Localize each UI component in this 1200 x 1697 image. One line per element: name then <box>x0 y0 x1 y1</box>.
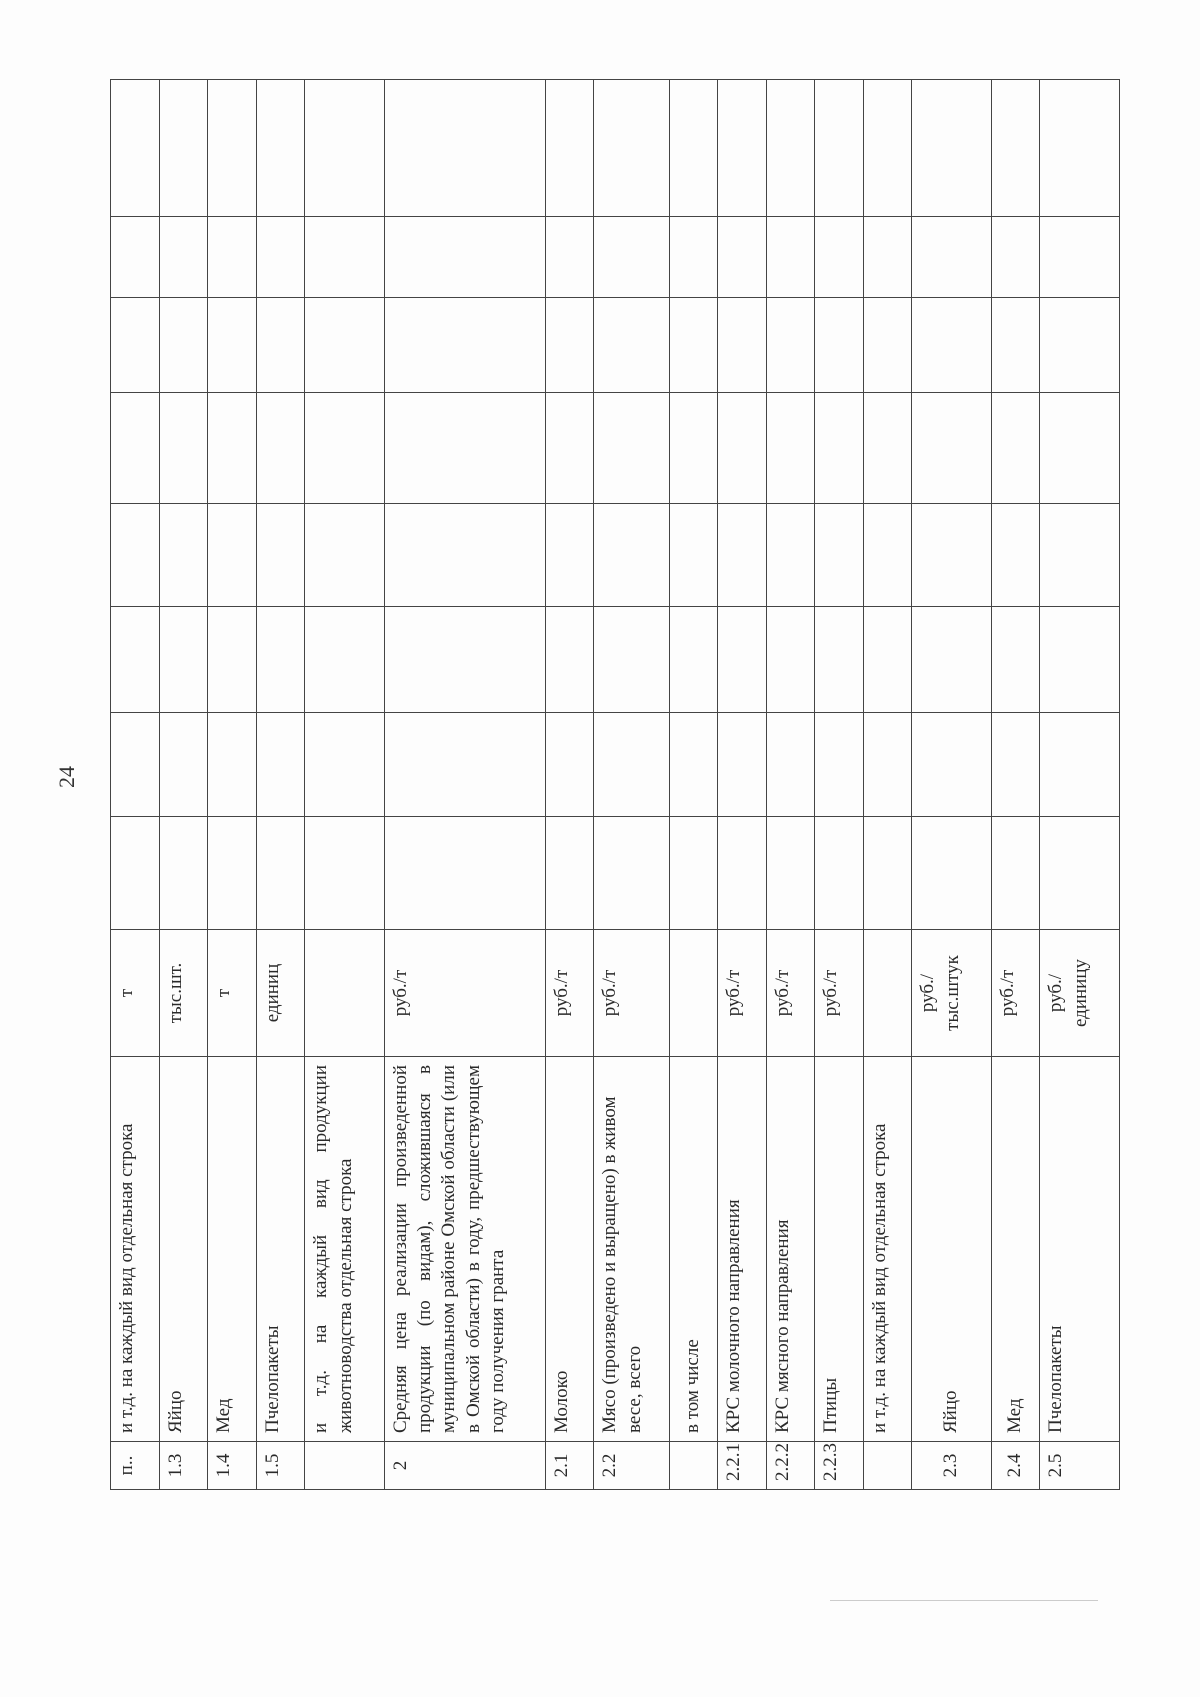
table-cell <box>766 217 815 298</box>
row-name: КРС мясного направления <box>766 1057 815 1442</box>
table-cell <box>111 713 160 817</box>
table-cell <box>594 393 669 504</box>
table-cell <box>111 393 160 504</box>
table-cell <box>545 298 594 393</box>
table-cell <box>991 393 1040 504</box>
row-number: 2.2 <box>594 1442 669 1490</box>
table-cell <box>669 607 718 713</box>
table-cell <box>208 713 257 817</box>
table-cell <box>912 393 991 504</box>
table-cell <box>159 298 208 393</box>
table-cell <box>718 298 767 393</box>
table-cell <box>1040 217 1120 298</box>
row-number: 2.3 <box>912 1442 991 1490</box>
table-row <box>256 80 305 1490</box>
table-cell <box>912 817 991 930</box>
table-cell <box>1040 713 1120 817</box>
row-number: 1.5 <box>256 1442 305 1490</box>
page-number: 24 <box>54 766 79 788</box>
table-cell <box>384 298 545 393</box>
table-cell <box>766 504 815 607</box>
row-name: и т.д. на каждый вид отдельная строка <box>863 1057 912 1442</box>
table-row <box>384 80 545 1490</box>
row-number: 2.5 <box>1040 1442 1120 1490</box>
table-cell <box>159 80 208 217</box>
row-number: 1.3 <box>159 1442 208 1490</box>
table-cell <box>159 607 208 713</box>
table-row <box>159 80 208 1490</box>
row-unit: руб./ тыс.штук <box>912 930 991 1057</box>
table-cell <box>912 80 991 217</box>
table-cell <box>766 607 815 713</box>
row-unit <box>863 930 912 1057</box>
table-cell <box>863 713 912 817</box>
table-cell <box>991 80 1040 217</box>
table-cell <box>863 298 912 393</box>
table-cell <box>594 217 669 298</box>
table-cell <box>305 817 384 930</box>
table-cell <box>815 713 864 817</box>
table-cell <box>991 607 1040 713</box>
table-cell <box>718 217 767 298</box>
table-cell <box>815 817 864 930</box>
rotated-table-wrapper <box>110 80 1120 1490</box>
row-name: Пчелопакеты <box>1040 1057 1120 1442</box>
table-cell <box>766 713 815 817</box>
table-cell <box>1040 607 1120 713</box>
row-unit <box>669 930 718 1057</box>
table-cell <box>766 393 815 504</box>
table-cell <box>208 80 257 217</box>
table-row <box>815 80 864 1490</box>
table-cell <box>863 504 912 607</box>
table-cell <box>545 217 594 298</box>
table-cell <box>111 817 160 930</box>
table-cell <box>545 817 594 930</box>
table-cell <box>912 298 991 393</box>
table-cell <box>384 817 545 930</box>
table-cell <box>815 504 864 607</box>
table-cell <box>159 504 208 607</box>
row-number: 2 <box>384 1442 545 1490</box>
table-cell <box>718 80 767 217</box>
table-cell <box>305 393 384 504</box>
table-cell <box>991 298 1040 393</box>
row-number: п.. <box>111 1442 160 1490</box>
row-name: в том числе <box>669 1057 718 1442</box>
table-cell <box>863 80 912 217</box>
table-cell <box>815 393 864 504</box>
table-cell <box>256 393 305 504</box>
row-number <box>669 1442 718 1490</box>
table-cell <box>256 217 305 298</box>
table-cell <box>718 607 767 713</box>
row-unit: руб./т <box>991 930 1040 1057</box>
table-row <box>718 80 767 1490</box>
table-cell <box>594 80 669 217</box>
table-cell <box>208 217 257 298</box>
row-name: Птицы <box>815 1057 864 1442</box>
table-cell <box>815 298 864 393</box>
table-cell <box>256 607 305 713</box>
table-cell <box>305 504 384 607</box>
row-unit <box>305 930 384 1057</box>
table-cell <box>384 607 545 713</box>
table-cell <box>256 298 305 393</box>
row-name: Мясо (произведено и выращено) в живом весе, всего <box>594 1057 669 1442</box>
table-cell <box>159 217 208 298</box>
row-number: 2.1 <box>545 1442 594 1490</box>
row-unit: руб./т <box>766 930 815 1057</box>
table-cell <box>545 80 594 217</box>
row-unit: т <box>111 930 160 1057</box>
table-row <box>1040 80 1120 1490</box>
table-cell <box>256 817 305 930</box>
row-unit: единиц <box>256 930 305 1057</box>
table-cell <box>111 217 160 298</box>
table-cell <box>815 217 864 298</box>
row-unit: т <box>208 930 257 1057</box>
table-cell <box>912 713 991 817</box>
row-unit: руб./ единицу <box>1040 930 1120 1057</box>
row-unit: тыс.шт. <box>159 930 208 1057</box>
table-cell <box>1040 393 1120 504</box>
table-cell <box>594 817 669 930</box>
row-name: и т.д. на каждый вид продукции животноводства отдельная строка <box>305 1057 384 1442</box>
table-row <box>545 80 594 1490</box>
row-number: 2.4 <box>991 1442 1040 1490</box>
row-unit: руб./т <box>718 930 767 1057</box>
row-name: Молоко <box>545 1057 594 1442</box>
table-cell <box>991 817 1040 930</box>
table-cell <box>594 504 669 607</box>
table-cell <box>208 607 257 713</box>
table-cell <box>718 713 767 817</box>
table-row <box>766 80 815 1490</box>
table-cell <box>159 713 208 817</box>
table-cell <box>208 393 257 504</box>
row-name: Яйцо <box>159 1057 208 1442</box>
table-cell <box>766 298 815 393</box>
table-cell <box>718 393 767 504</box>
table-cell <box>669 80 718 217</box>
table-cell <box>305 713 384 817</box>
table-cell <box>111 504 160 607</box>
table-cell <box>111 298 160 393</box>
table-cell <box>111 80 160 217</box>
table-cell <box>256 504 305 607</box>
table-cell <box>718 817 767 930</box>
table-cell <box>208 298 257 393</box>
table-cell <box>669 298 718 393</box>
row-number <box>305 1442 384 1490</box>
row-unit: руб./т <box>384 930 545 1057</box>
table-cell <box>384 504 545 607</box>
table-cell <box>669 504 718 607</box>
row-name: КРС молочного направления <box>718 1057 767 1442</box>
table-cell <box>159 393 208 504</box>
row-name: Мед <box>991 1057 1040 1442</box>
table-cell <box>305 217 384 298</box>
table-cell <box>766 80 815 217</box>
table-cell <box>912 504 991 607</box>
table-row <box>111 80 160 1490</box>
table-row <box>863 80 912 1490</box>
table-cell <box>384 393 545 504</box>
table-cell <box>991 504 1040 607</box>
row-unit: руб./т <box>594 930 669 1057</box>
table-cell <box>545 607 594 713</box>
table-cell <box>863 217 912 298</box>
table-row <box>669 80 718 1490</box>
table-cell <box>991 217 1040 298</box>
row-name: Яйцо <box>912 1057 991 1442</box>
row-name: Пчелопакеты <box>256 1057 305 1442</box>
row-name: Средняя цена реализации произведенной продукции (по видам), сложившаяся в муниципальном районе Омской области (или в Омской области) в году, предшествующем году получения гранта <box>384 1057 545 1442</box>
table-cell <box>669 217 718 298</box>
table-cell <box>594 607 669 713</box>
table-row <box>912 80 991 1490</box>
table-cell <box>669 713 718 817</box>
table-cell <box>863 817 912 930</box>
table-cell <box>815 80 864 217</box>
table-cell <box>594 298 669 393</box>
table-cell <box>766 817 815 930</box>
row-number: 2.2.3 <box>815 1442 864 1490</box>
table-cell <box>305 607 384 713</box>
table-cell <box>384 217 545 298</box>
row-number: 2.2.2 <box>766 1442 815 1490</box>
table-row <box>991 80 1040 1490</box>
table-cell <box>912 607 991 713</box>
table-cell <box>863 393 912 504</box>
table-cell <box>384 713 545 817</box>
scan-artifact-line <box>830 1600 1098 1601</box>
table-row <box>594 80 669 1490</box>
table-cell <box>545 504 594 607</box>
table-cell <box>594 713 669 817</box>
table-cell <box>863 607 912 713</box>
table-cell <box>1040 80 1120 217</box>
table-cell <box>912 217 991 298</box>
table-cell <box>208 504 257 607</box>
table-cell <box>545 393 594 504</box>
indicators-table <box>110 79 1120 1490</box>
table-cell <box>208 817 257 930</box>
table-cell <box>669 393 718 504</box>
table-cell <box>718 504 767 607</box>
table-cell <box>256 713 305 817</box>
row-number: 1.4 <box>208 1442 257 1490</box>
row-unit: руб./т <box>545 930 594 1057</box>
row-number: 2.2.1 <box>718 1442 767 1490</box>
table-row <box>305 80 384 1490</box>
row-name: Мед <box>208 1057 257 1442</box>
row-unit: руб./т <box>815 930 864 1057</box>
table-cell <box>1040 298 1120 393</box>
table-cell <box>669 817 718 930</box>
table-cell <box>545 713 594 817</box>
row-name: и т.д. на каждый вид отдельная строка <box>111 1057 160 1442</box>
table-cell <box>305 80 384 217</box>
table-cell <box>256 80 305 217</box>
table-cell <box>1040 817 1120 930</box>
table-cell <box>815 607 864 713</box>
table-cell <box>111 607 160 713</box>
table-cell <box>384 80 545 217</box>
table-cell <box>1040 504 1120 607</box>
table-cell <box>159 817 208 930</box>
table-row <box>208 80 257 1490</box>
table-cell <box>305 298 384 393</box>
row-number <box>863 1442 912 1490</box>
table-cell <box>991 713 1040 817</box>
